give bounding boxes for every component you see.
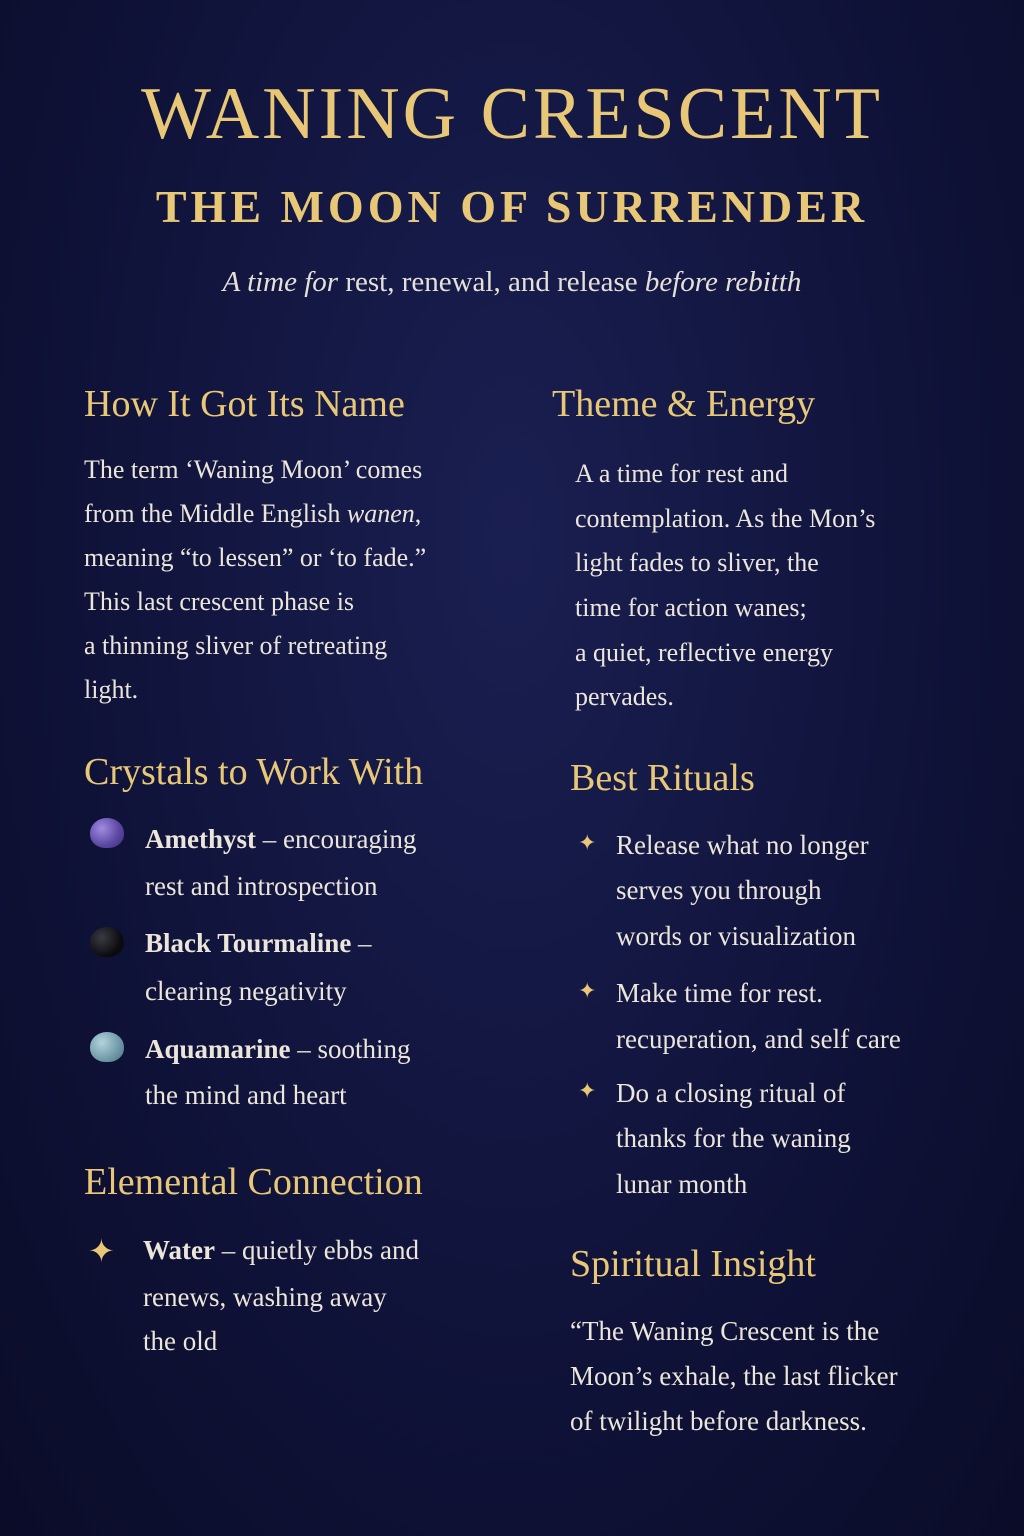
crystal-line-2: the mind and heart [145, 1080, 347, 1110]
theme-heading: Theme & Energy [552, 383, 816, 425]
rituals-heading: Best Rituals [570, 757, 755, 799]
tagline [0, 266, 1024, 299]
tagline-part1: A time for [222, 266, 339, 298]
element-line-2: renews, washing away [143, 1282, 387, 1312]
name-line-4: This last crescent phase is [84, 587, 355, 616]
element-name: Water [143, 1235, 215, 1265]
theme-line-2: contemplation. As the Mon’s [575, 504, 876, 533]
theme-line-1: A a time for rest and [575, 459, 788, 488]
ritual-line: serves you through [616, 875, 822, 905]
insight-line-3: of twilight before darkness. [570, 1406, 867, 1436]
theme-line-4: time for action wanes; [575, 593, 807, 622]
element-line-3: the old [143, 1326, 218, 1356]
element-desc: – quietly ebbs and [214, 1235, 419, 1265]
ritual-line: Release what no longer [616, 830, 869, 860]
ritual-line: Do a closing ritual of [616, 1078, 846, 1108]
sparkle-bullet-icon: ✦ [578, 831, 597, 856]
element-line-1 [143, 1227, 419, 1273]
sparkle-bullet-icon: ✦ [578, 979, 597, 1004]
ritual-line: Make time for rest. [616, 978, 823, 1008]
crystal-line-2: rest and introspection [145, 871, 378, 901]
sparkle-icon: ✦ [88, 1232, 115, 1270]
sparkle-bullet-icon: ✦ [578, 1079, 597, 1104]
crystal-line-1 [145, 816, 416, 862]
name-line-6: light. [84, 675, 139, 704]
ritual-line: words or visualization [616, 921, 856, 951]
tagline-part2: rest, renewal, and release [338, 266, 645, 298]
crystal-line-2: clearing negativity [145, 976, 347, 1006]
name-heading: How It Got Its Name [84, 383, 405, 425]
crystal-name: Black Tourmaline [145, 928, 352, 958]
amethyst-stone-icon [90, 818, 124, 848]
tagline-part3: before rebitth [644, 266, 802, 298]
name-line-3: meaning “to lessen” or ‘to fade.” [84, 543, 427, 572]
crystal-line-1 [145, 1026, 411, 1072]
crystal-name: Aquamarine [145, 1034, 291, 1064]
insight-line-2: Moon’s exhale, the last flicker [570, 1361, 898, 1391]
name-line-5: a thinning sliver of retreating [84, 631, 388, 660]
name-line-1: The term ‘Waning Moon’ comes [84, 455, 423, 484]
name-italic-comma: , [414, 499, 422, 528]
crystal-desc: – [351, 928, 372, 958]
page-title: WANING CRESCENT [141, 73, 883, 155]
ritual-line: recuperation, and self care [616, 1024, 901, 1054]
insight-heading: Spiritual Insight [570, 1243, 816, 1285]
page-subtitle: THE MOON OF SURRENDER [155, 181, 869, 232]
ritual-line: lunar month [616, 1169, 748, 1199]
theme-line-6: pervades. [575, 682, 674, 711]
aquamarine-stone-icon [90, 1032, 124, 1062]
crystal-name: Amethyst [145, 824, 256, 854]
name-line-2 [84, 492, 421, 537]
crystal-desc: – soothing [290, 1034, 411, 1064]
crystal-desc: – encouraging [255, 824, 417, 854]
black-tourmaline-stone-icon [90, 927, 124, 957]
crystals-heading: Crystals to Work With [84, 751, 424, 793]
elemental-heading: Elemental Connection [84, 1161, 423, 1203]
theme-line-3: light fades to sliver, the [575, 548, 819, 577]
ritual-line: thanks for the waning [616, 1123, 851, 1153]
insight-line-1: “The Waning Crescent is the [570, 1316, 880, 1346]
name-line-2-text: from the Middle English [84, 499, 347, 528]
name-italic-word: wanen [346, 499, 415, 528]
crystal-line-1 [145, 920, 372, 966]
theme-line-5: a quiet, reflective energy [575, 638, 833, 667]
